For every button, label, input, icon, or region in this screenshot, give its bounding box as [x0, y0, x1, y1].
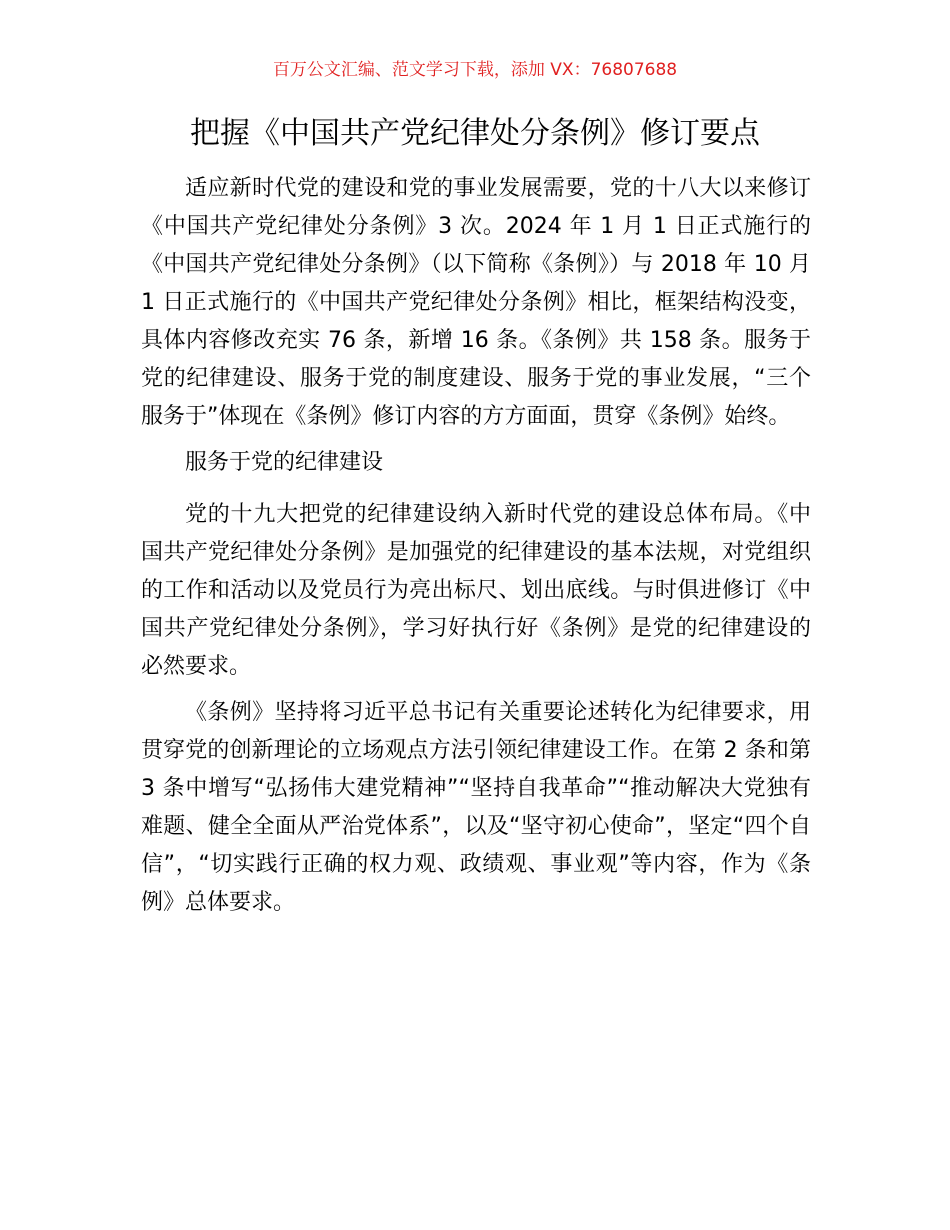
paragraph-intro: 适应新时代党的建设和党的事业发展需要，党的十八大以来修订《中国共产党纪律处分条例》3 次。2024 年 1 月 1 日正式施行的《中国共产党纪律处分条例》（以下简称《条例》）与 2018 年 10 月 1 日正式施行的《中国共产党纪律处分条例》相比，框架结构没变，具体内容修改充实 76 条，新增 16 条。《条例》共 158 条。服务于党的纪律建设、服务于党的制度建设、服务于党的事业发展，“三个服务于”体现在《条例》修订内容的方方面面，贯穿《条例》始终。 — [141, 176, 811, 429]
document-title: 把握《中国共产党纪律处分条例》修订要点 — [190, 116, 760, 151]
paragraph-requirements: 《条例》坚持将习近平总书记有关重要论述转化为纪律要求，用贯穿党的创新理论的立场观点方法引领纪律建设工作。在第 2 条和第 3 条中增写“弘扬伟大建党精神”“坚持自我革命”“推动解决大党独有难题、健全全面从严治党体系”，以及“坚守初心使命”，坚定“四个自信”，“切实践行正确的权力观、政绩观、事业观”等内容，作为《条例》总体要求。 — [141, 700, 811, 915]
promo-banner: 百万公文汇编、范文学习下载，添加 VX：76807688 — [272, 60, 678, 80]
document-body — [141, 170, 811, 930]
section-heading: 服务于党的纪律建设 — [185, 450, 384, 475]
paragraph-discipline: 党的十九大把党的纪律建设纳入新时代党的建设总体布局。《中国共产党纪律处分条例》是加强党的纪律建设的基本法规，对党组织的工作和活动以及党员行为亮出标尺、划出底线。与时俱进修订《中国共产党纪律处分条例》，学习好执行好《条例》是党的纪律建设的必然要求。 — [141, 502, 811, 679]
